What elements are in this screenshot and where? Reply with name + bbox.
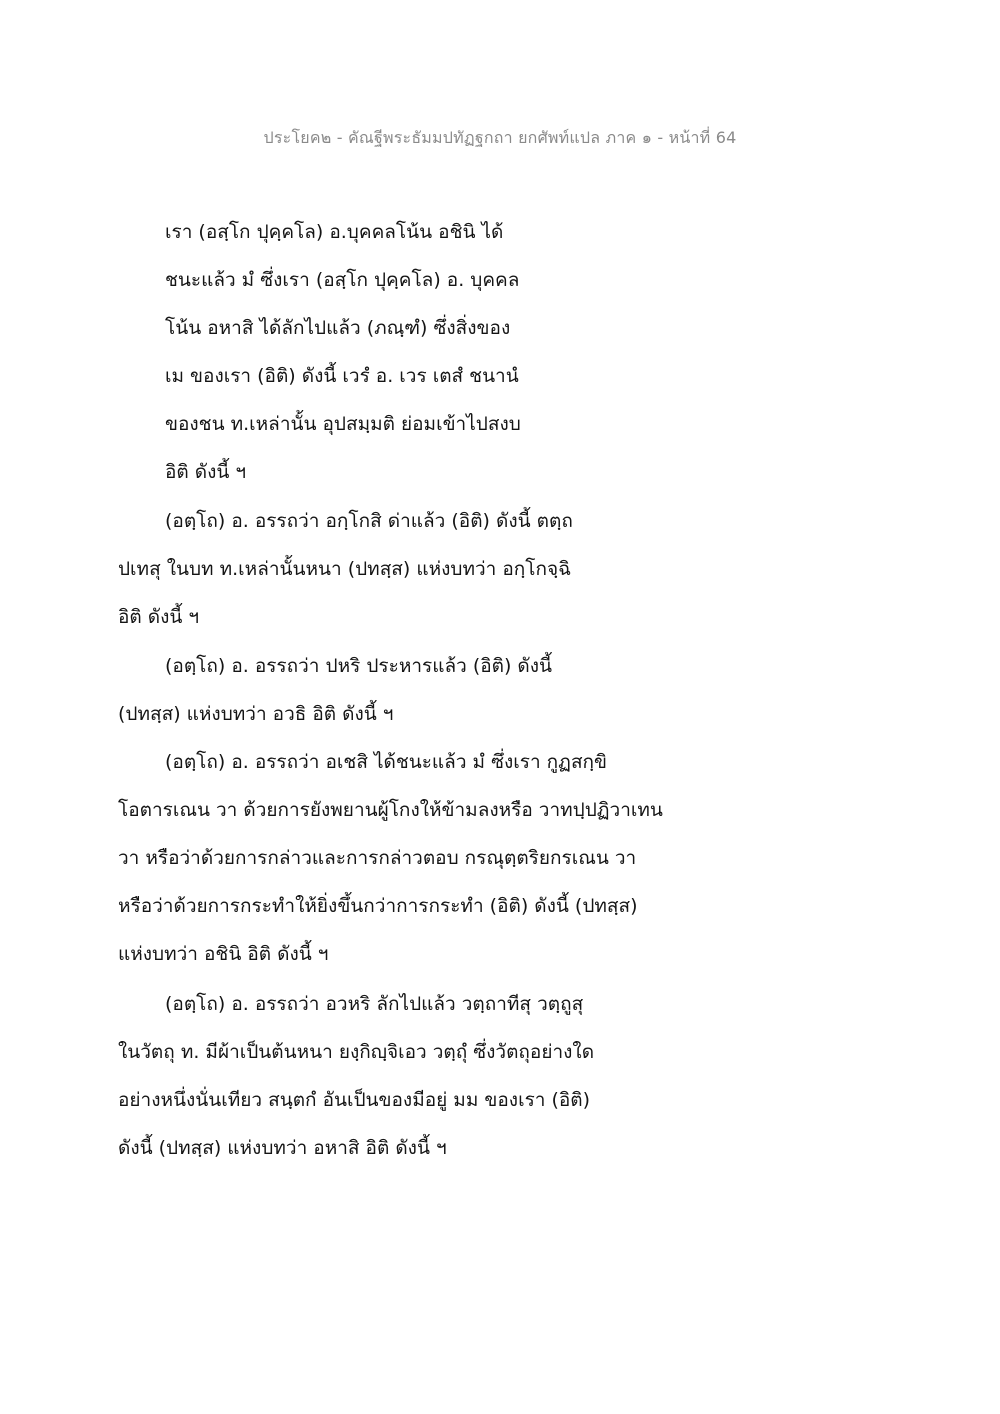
text-line: ในวัตถุ ท. มีผ้าเป็นต้นหนา ยงฺกิญฺจิเอว วตฺถุํ ซึ่งวัตถุอย่างใด <box>118 1041 595 1063</box>
text-line: อย่างหนึ่งนั่นเทียว สนฺตกํ อันเป็นของมีอยู่ มม ของเรา (อิติ) <box>118 1089 591 1111</box>
text-line: แห่งบทว่า อชินิ อิติ ดังนี้ ฯ <box>118 943 329 965</box>
text-line: ชนะแล้ว มํ ซึ่งเรา (อสฺโก ปุคฺคโล) อ. บุคคล <box>165 269 520 291</box>
text-line: หรือว่าด้วยการกระทำให้ยิ่งขึ้นกว่าการกระทำ (อิติ) ดังนี้ (ปทสฺส) <box>118 895 638 917</box>
paragraph-first-line: (อตฺโถ) อ. อรรถว่า อกฺโกสิ ด่าแล้ว (อิติ) ดังนี้ ตตฺถ <box>165 510 573 532</box>
text-line: ปเทสุ ในบท ท.เหล่านั้นหนา (ปทสฺส) แห่งบทว่า อกฺโกจฺฉิ <box>118 558 572 580</box>
running-header: ประโยค๒ - คัณฐีพระธัมมปทัฏฐกถา ยกศัพท์แปล ภาค ๑ - หน้าที่ 64 <box>263 128 737 147</box>
text-line: ดังนี้ (ปทสฺส) แห่งบทว่า อหาสิ อิติ ดังนี้ ฯ <box>118 1137 447 1159</box>
text-line: อิติ ดังนี้ ฯ <box>118 606 200 628</box>
text-line: โน้น อหาสิ ได้ลักไปแล้ว (ภณฺฑํ) ซึ่งสิ่งของ <box>165 317 511 339</box>
text-line: โอตารเณน วา ด้วยการยังพยานผู้โกงให้ข้ามลงหรือ วาทปฺปฏิวาเทน <box>118 799 663 821</box>
text-line: เรา (อสฺโก ปุคฺคโล) อ.บุคคลโน้น อชินิ ได้ <box>165 221 504 243</box>
text-line: (ปทสฺส) แห่งบทว่า อวธิ อิติ ดังนี้ ฯ <box>118 703 394 725</box>
text-line: วา หรือว่าด้วยการกล่าวและการกล่าวตอบ กรณุตฺตริยกรเณน วา <box>118 847 637 869</box>
paragraph-first-line: (อตฺโถ) อ. อรรถว่า อเชสิ ได้ชนะแล้ว มํ ซึ่งเรา กูฏสกฺขิ <box>165 751 608 773</box>
text-line: อิติ ดังนี้ ฯ <box>165 461 247 483</box>
paragraph-first-line: (อตฺโถ) อ. อรรถว่า ปหริ ประหารแล้ว (อิติ) ดังนี้ <box>165 655 553 677</box>
text-line: เม ของเรา (อิติ) ดังนี้ เวรํ อ. เวร เตสํ ชนานํ <box>165 365 519 387</box>
paragraph-first-line: (อตฺโถ) อ. อรรถว่า อวหริ ลักไปแล้ว วตฺถาทีสุ วตฺถูสุ <box>165 993 584 1015</box>
text-line: ของชน ท.เหล่านั้น อุปสมฺมติ ย่อมเข้าไปสงบ <box>165 413 521 435</box>
